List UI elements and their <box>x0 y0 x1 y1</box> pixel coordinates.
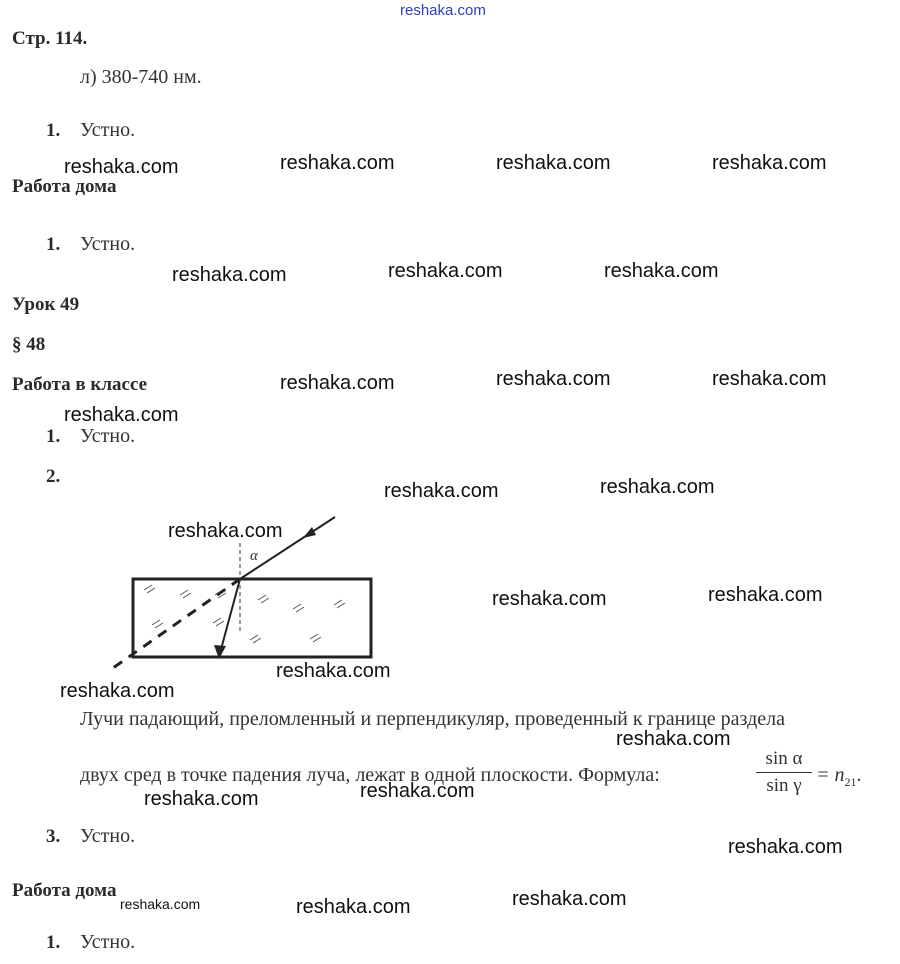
watermark: reshaka.com <box>276 660 391 682</box>
formula-subscript: 21 <box>844 775 857 789</box>
lesson-title: Урок 49 <box>12 294 80 315</box>
angle-alpha-label: α <box>250 548 258 564</box>
watermark: reshaka.com <box>144 788 259 810</box>
watermark: reshaka.com <box>360 780 475 802</box>
section-title-home-1: Работа дома <box>12 176 117 197</box>
glass-block <box>133 579 371 657</box>
watermark: reshaka.com <box>280 152 395 174</box>
explanation-line-1: Лучи падающий, преломленный и перпендикуляр, проведенный к границе раздела <box>80 708 785 730</box>
incident-arrow <box>303 527 316 538</box>
fraction-bar <box>756 772 812 773</box>
fraction-denominator: sin γ <box>766 775 802 796</box>
watermark: reshaka.com <box>728 836 843 858</box>
watermark: reshaka.com <box>280 372 395 394</box>
watermark: reshaka.com <box>168 520 283 542</box>
watermark: reshaka.com <box>604 260 719 282</box>
watermark-small: reshaka.com <box>120 896 201 912</box>
watermark: reshaka.com <box>296 896 411 918</box>
item-number: 1. <box>46 234 61 255</box>
watermark: reshaka.com <box>64 404 179 426</box>
glass-hatching <box>144 585 345 643</box>
watermark: reshaka.com <box>384 480 499 502</box>
item-number: 2. <box>46 466 61 487</box>
watermark: reshaka.com <box>616 728 731 750</box>
item-number: 1. <box>46 426 61 447</box>
page-header: Стр. 114. <box>12 28 88 49</box>
watermark: reshaka.com <box>172 264 287 286</box>
watermark: reshaka.com <box>712 152 827 174</box>
item-number: 3. <box>46 826 61 847</box>
item-number: 1. <box>46 120 61 141</box>
paragraph-number: § 48 <box>12 334 46 355</box>
formula-equals-n: = n <box>816 764 845 786</box>
item-text: Устно. <box>80 119 136 141</box>
item-text: Устно. <box>80 425 136 447</box>
item-text: Устно. <box>80 233 136 255</box>
answer-l: л) 380-740 нм. <box>80 66 202 88</box>
item-text: Устно. <box>80 825 136 847</box>
explanation-line-2: двух сред в точке падения луча, лежат в одной плоскости. Формула: <box>80 764 660 786</box>
watermark-top: reshaka.com <box>400 2 486 19</box>
watermark: reshaka.com <box>388 260 503 282</box>
watermark: reshaka.com <box>712 368 827 390</box>
watermark: reshaka.com <box>492 588 607 610</box>
watermark: reshaka.com <box>600 476 715 498</box>
item-text: Устно. <box>80 931 136 953</box>
watermark: reshaka.com <box>64 156 179 178</box>
watermark: reshaka.com <box>496 152 611 174</box>
watermark: reshaka.com <box>60 680 175 702</box>
watermark: reshaka.com <box>708 584 823 606</box>
fraction-numerator: sin α <box>765 748 803 769</box>
snell-fraction <box>756 748 812 797</box>
formula-rhs <box>816 764 862 790</box>
section-title-home-2: Работа дома <box>12 880 117 901</box>
watermark: reshaka.com <box>512 888 627 910</box>
watermark: reshaka.com <box>496 368 611 390</box>
formula-end: . <box>856 764 862 786</box>
item-number: 1. <box>46 932 61 953</box>
section-title-class-work: Работа в классе <box>12 374 148 395</box>
